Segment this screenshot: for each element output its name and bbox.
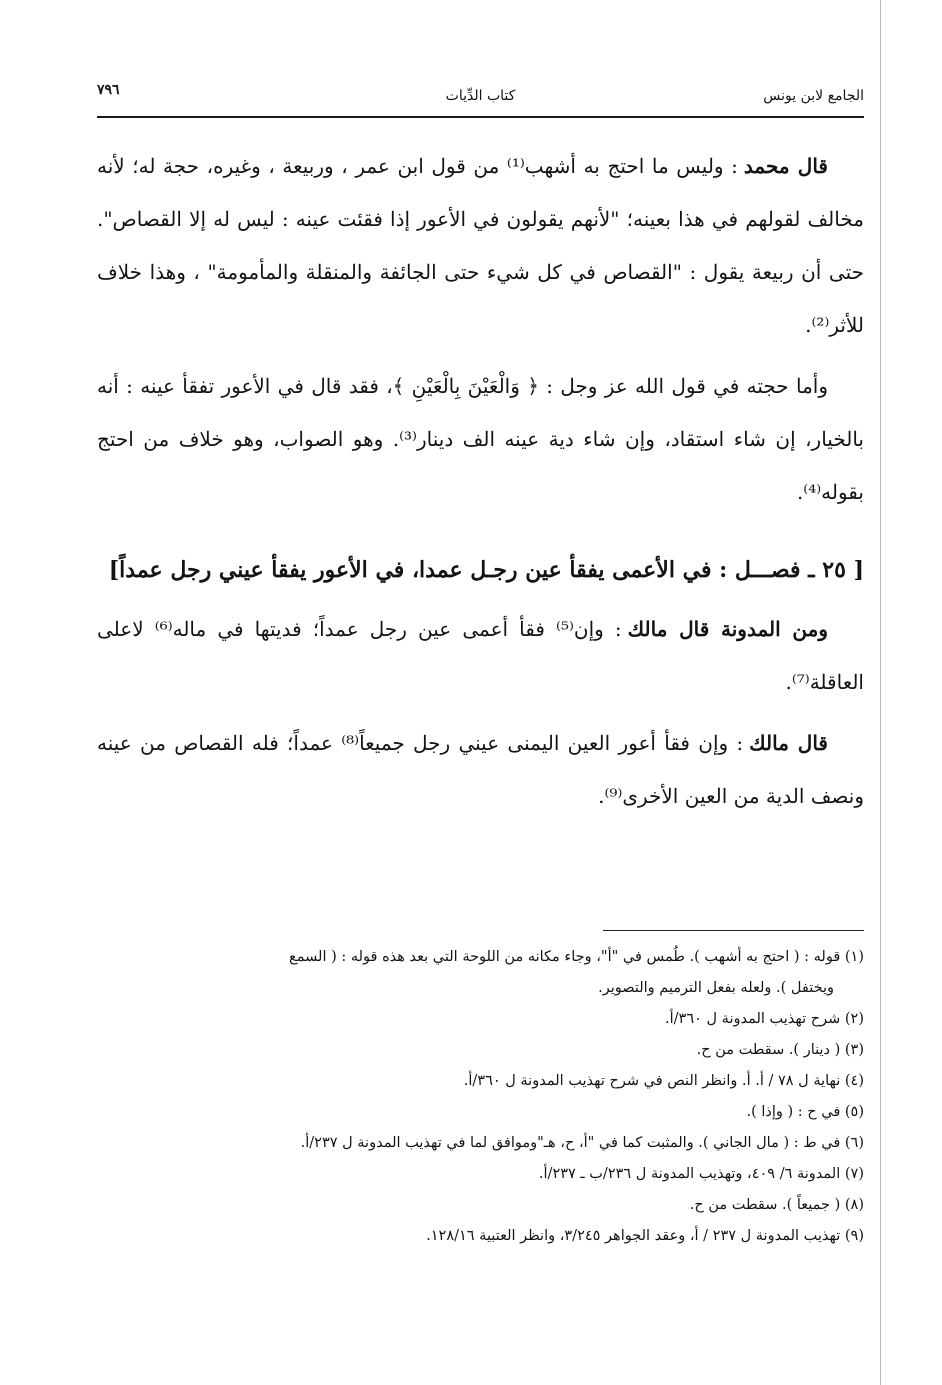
paragraph-lead: قال مالك <box>749 731 828 755</box>
paragraph-text: : وليس ما احتج به أشهب⁽¹⁾ من قول ابن عمر ، وربيعة ، وغيره، حجة له؛ لأنه مخالف لقولهم في هذا بعينه؛ "لأنهم يقولون في الأعور إذا فقئت عينه : ليس له إلا القصاص". حتى أن ربيعة يقول : "القصاص في كل شيء حتى الجائفة والمنقلة والمأمومة" ، وهذا خلاف للأثر⁽²⁾. <box>97 154 864 337</box>
page-number: ٧٩٦ <box>97 82 120 98</box>
footnote: (٢) شرح تهذيب المدونة ل ٣٦٠/أ. <box>665 1011 864 1027</box>
book-page <box>97 80 864 1380</box>
footnote: (٩) تهذيب المدونة ل ٢٣٧ / أ، وعقد الجواهر ٣/٢٤٥، وانظر العتبية ١٢٨/١٦. <box>426 1228 864 1244</box>
paragraph-text: وأما حجته في قول الله عز وجل : ﴿ وَالْعَيْنَ بِالْعَيْنِ ﴾، فقد قال في الأعور تفقأ عينه : أنه بالخيار، إن شاء استقاد، وإن شاء دية عينه الف دينار⁽³⁾. وهو الصواب، وهو خلاف من احتج بقوله⁽⁴⁾. <box>97 374 864 504</box>
footnote-separator <box>603 930 864 931</box>
footnote: (٧) المدونة ٦/ ٤٠٩، وتهذيب المدونة ل ٢٣٦/ب ـ ٢٣٧/أ. <box>538 1166 864 1182</box>
paragraph <box>97 603 864 709</box>
footnote-continuation: ويختفل ). ولعله بفعل الترميم والتصوير. <box>598 980 834 996</box>
paragraph <box>97 140 864 352</box>
main-text <box>97 140 864 823</box>
paragraph <box>97 717 864 823</box>
paragraph <box>97 360 864 519</box>
page-edge-line <box>880 0 881 1385</box>
footnote: (٥) في ح : ( وإذا ). <box>746 1104 864 1120</box>
footnote: (٣) ( دينار ). سقطت من ح. <box>696 1042 864 1058</box>
footnotes <box>97 942 864 1252</box>
paragraph-lead: قال محمد <box>743 154 828 178</box>
footnote: (١) قوله : ( احتج به أشهب ). طُمس في "أ"، وجاء مكانه من اللوحة التي بعد هذه قوله : ( السمع <box>289 949 864 965</box>
footnote: (٤) نهاية ل ٧٨ / أ. أ. وانظر النص في شرح تهذيب المدونة ل ٣٦٠/أ. <box>463 1073 864 1089</box>
paragraph-text: : وإن فقأ أعور العين اليمنى عيني رجل جميعاً⁽⁸⁾ عمداً؛ فله القصاص من عينه ونصف الدية من العين الأخرى⁽⁹⁾. <box>97 731 864 808</box>
footnote: (٦) في ط : ( مال الجاني ). والمثبت كما في "أ، ح، هـ"وموافق لما في تهذيب المدونة ل ٢٣٧/أ. <box>300 1135 864 1151</box>
footnote: (٨) ( جميعاً ). سقطت من ح. <box>689 1197 864 1213</box>
running-header <box>97 80 864 118</box>
paragraph-lead: ومن المدونة قال مالك <box>627 617 828 641</box>
paragraph-text: : وإن⁽⁵⁾ فقأ أعمى عين رجل عمداً؛ فديتها في ماله⁽⁶⁾ لاعلى العاقلة⁽⁷⁾. <box>97 617 864 694</box>
book-title: الجامع لابن يونس <box>763 88 864 104</box>
chapter-title: كتاب الدِّيات <box>445 88 516 104</box>
section-heading: [ ٢٥ ـ فصـــل : في الأعمى يفقأ عين رجـل عمدا، في الأعور يفقأ عيني رجل عمداً] <box>108 557 864 583</box>
